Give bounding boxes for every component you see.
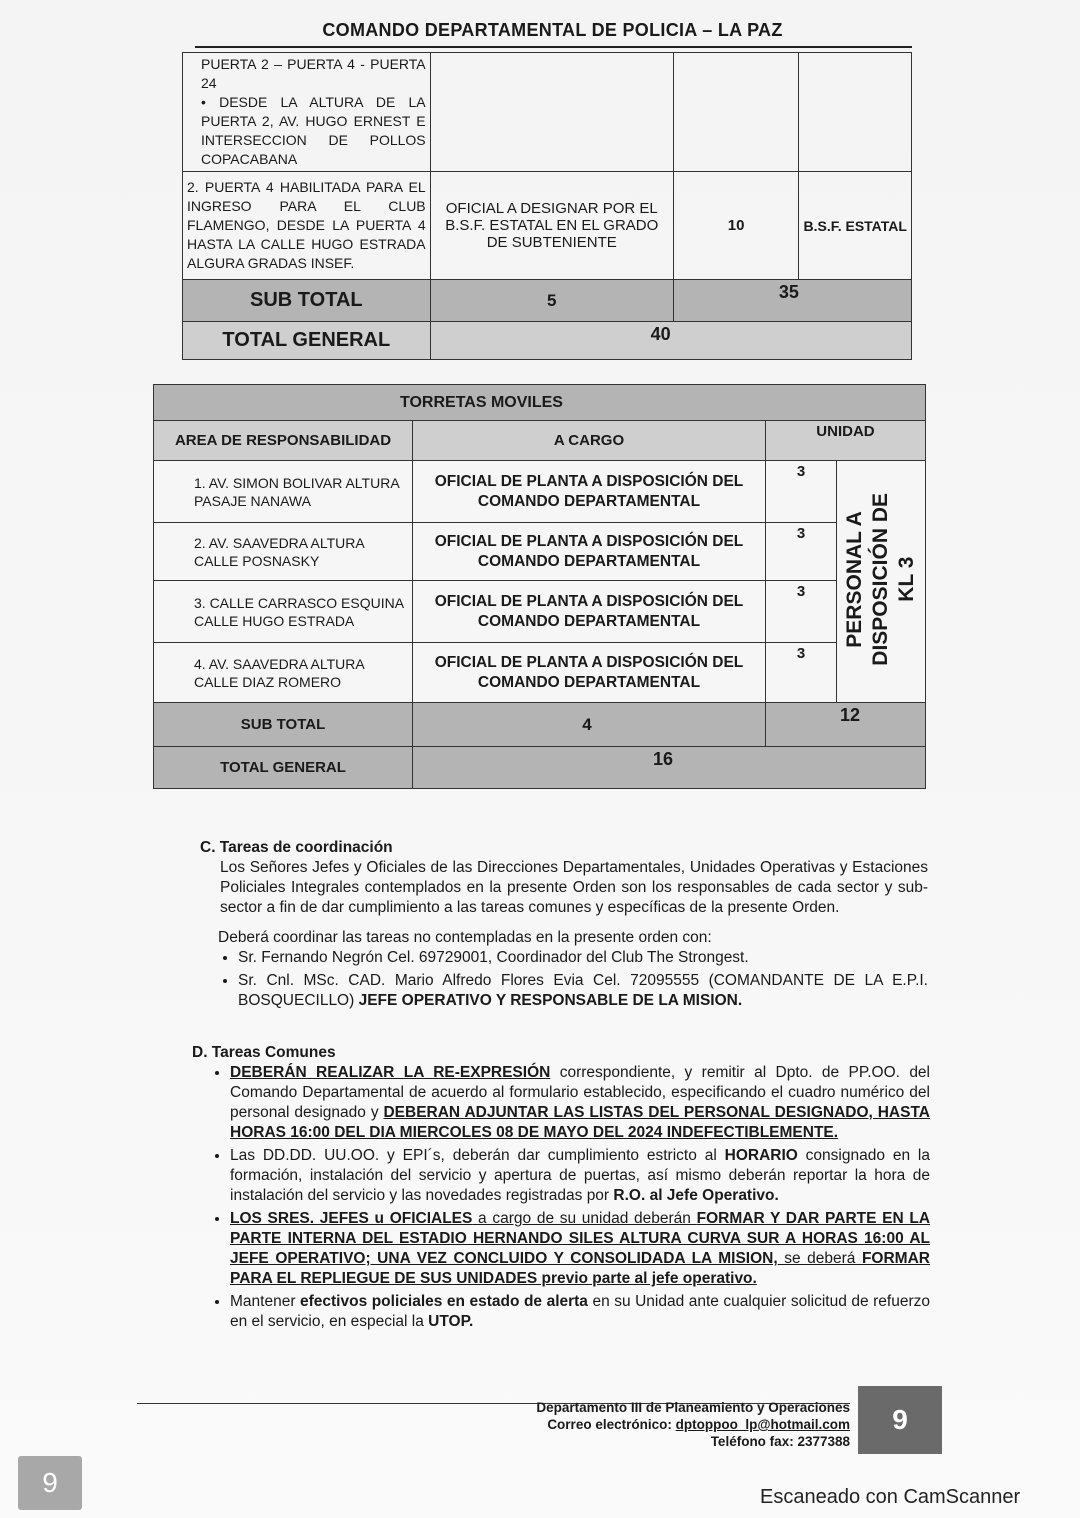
total-value: 16 (413, 747, 926, 789)
quantity-cell: 10 (673, 172, 799, 280)
cargo-cell: OFICIAL DE PLANTA A DISPOSICIÓN DEL COMANDO DEPARTAMENTAL (413, 523, 766, 581)
subtotal-value-a: 4 (413, 703, 766, 747)
d-b3-c: FORMAR Y DAR PARTE EN LA PARTE INTERNA DEL ESTADIO HERNANDO SILES ALTURA CURVA SUR A HORAS 16:00 AL JEFE OPERATIVO; UNA VEZ CONCLUIDO Y CONSOLIDADA LA MISION, (230, 1210, 931, 1267)
subtotal-label: SUB TOTAL (183, 280, 431, 322)
table-header-row (154, 421, 926, 461)
section-c-paragraph: Los Señores Jefes y Oficiales de las Direcciones Departamentales, Unidades Operativas y Estaciones Policiales Integrales contemplados en la presente Orden son los responsables de cada sector y sub-sector a fin de dar cumplimiento a las tareas comunes y específicas de la presente Orden. (220, 859, 928, 916)
coord-bullet-2a: Sr. Cnl. MSc. CAD. Mario Alfredo Flores Evia Cel. 72095555 (COMANDANTE DE LA E.P.I. BOSQUECILLO) (238, 972, 928, 1009)
d-b2-a: Las DD.DD. UU.OO. y EPI´s, deberán dar cumplimiento estricto al (230, 1147, 725, 1164)
unit-cell: B.S.F. ESTATAL (799, 172, 912, 280)
quantity-cell: 3 (765, 523, 836, 581)
d-b2-d: R.O. al Jefe Operativo. (613, 1187, 779, 1204)
footer-phone: Teléfono fax: 2377388 (710, 1434, 850, 1449)
section-d-heading: D. Tareas Comunes (192, 1044, 336, 1061)
d-b1-b: correspondiente, y remitir al Dpto. de PP.OO. del Comando Departamental de acuerdo al formulario establecido, especificando el cuadro numérico del personal designado y (230, 1064, 930, 1121)
cargo-cell (430, 53, 673, 172)
total-value: 40 (430, 322, 911, 360)
coord-list (200, 948, 928, 1011)
section-c (200, 838, 928, 1014)
total-label: TOTAL GENERAL (154, 747, 413, 789)
cargo-cell: OFICIAL DE PLANTA A DISPOSICIÓN DEL COMANDO DEPARTAMENTAL (413, 643, 766, 703)
scan-page-marker: 9 (18, 1456, 82, 1510)
area-cell: 1. AV. SIMON BOLIVAR ALTURA PASAJE NANAWA (154, 461, 413, 523)
subtotal-row (183, 280, 912, 322)
list-item (230, 1209, 930, 1289)
d-b1-a: DEBERÁN REALIZAR LA RE-EXPRESIÓN (230, 1064, 551, 1081)
torretas-table (153, 384, 926, 789)
footer-email-line (420, 1416, 850, 1433)
footer (420, 1399, 850, 1450)
d-b4-d: UTOP. (428, 1313, 474, 1330)
header-divider (195, 46, 912, 48)
table-title: TORRETAS MOVILES (154, 385, 926, 421)
d-b3-d: se deberá (777, 1250, 862, 1267)
list-item (230, 1146, 930, 1206)
unit-vertical-cell (837, 461, 926, 703)
scanner-watermark: Escaneado con CamScanner (760, 1486, 1021, 1508)
d-b4-b: efectivos policiales en estado de alerta (300, 1293, 588, 1310)
unit-cell (799, 53, 912, 172)
footer-email-label: Correo electrónico: (547, 1417, 676, 1432)
list-item (238, 971, 928, 1011)
quantity-cell: 3 (765, 581, 836, 643)
table-row (183, 172, 912, 280)
coord-bullet-2b: JEFE OPERATIVO Y RESPONSABLE DE LA MISION. (358, 992, 743, 1009)
total-row (154, 747, 926, 789)
area-cell: 4. AV. SAAVEDRA ALTURA CALLE DIAZ ROMERO (154, 643, 413, 703)
cargo-cell: OFICIAL A DESIGNAR POR EL B.S.F. ESTATAL EN EL GRADO DE SUBTENIENTE (430, 172, 673, 280)
list-item (238, 948, 928, 968)
subtotal-row (154, 703, 926, 747)
d-b2-b: HORARIO (724, 1147, 798, 1164)
d-b2-c: consignado en la formación, instalación del servicio y apertura de puertas, así mismo deberán reportar la hora de instalación del servicio y las novedades registradas por (230, 1147, 930, 1204)
quantity-cell (673, 53, 799, 172)
table-row (154, 581, 926, 643)
page-title: COMANDO DEPARTAMENTAL DE POLICIA – LA PAZ (322, 20, 783, 40)
footer-dept: Departamento III de Planeamiento y Operaciones (536, 1400, 850, 1415)
subtotal-value-b: 35 (673, 280, 911, 322)
subtotal-value-a: 5 (430, 280, 673, 322)
table-title-row (154, 385, 926, 421)
area-cell: 2. PUERTA 4 HABILITADA PARA EL INGRESO PARA EL CLUB FLAMENGO, DESDE LA PUERTA 4 HASTA LA CALLE HUGO ESTRADA ALGURA GRADAS INSEF. (183, 172, 431, 280)
table-row (154, 523, 926, 581)
area-cell: PUERTA 2 – PUERTA 4 - PUERTA 24 • DESDE LA ALTURA DE LA PUERTA 2, AV. HUGO ERNEST E INTERSECCION DE POLLOS COPACABANA (183, 53, 431, 172)
quantity-cell: 3 (765, 461, 836, 523)
col-cargo-header: A CARGO (413, 421, 766, 461)
col-unidad-header: UNIDAD (765, 421, 925, 461)
coord-intro: Deberá coordinar las tareas no contempladas en la presente orden con: (218, 929, 712, 946)
d-b3-e: FORMAR PARA EL REPLIEGUE DE SUS UNIDADES previo parte al jefe operativo. (230, 1250, 930, 1287)
col-area-header: AREA DE RESPONSABILIDAD (154, 421, 413, 461)
coord-bullet-1: Sr. Fernando Negrón Cel. 69729001, Coordinador del Club The Strongest. (238, 949, 749, 966)
d-b4-c: en su Unidad ante cualquier solicitud de refuerzo en el servicio, en especial la (230, 1293, 930, 1330)
cargo-cell: OFICIAL DE PLANTA A DISPOSICIÓN DEL COMANDO DEPARTAMENTAL (413, 461, 766, 523)
table-row (154, 643, 926, 703)
table-row (154, 461, 926, 523)
list-item (230, 1063, 930, 1143)
quantity-cell: 3 (765, 643, 836, 703)
list-item (230, 1292, 930, 1332)
table-row (183, 53, 912, 172)
subtotal-label: SUB TOTAL (154, 703, 413, 747)
page-number-box: 9 (858, 1386, 942, 1454)
area-cell: 3. CALLE CARRASCO ESQUINA CALLE HUGO ESTRADA (154, 581, 413, 643)
total-row (183, 322, 912, 360)
unit-vertical-text: PERSONAL A DISPOSICIÓN DE KL 3 (843, 493, 919, 666)
area-cell: 2. AV. SAAVEDRA ALTURA CALLE POSNASKY (154, 523, 413, 581)
cargo-cell: OFICIAL DE PLANTA A DISPOSICIÓN DEL COMANDO DEPARTAMENTAL (413, 581, 766, 643)
d-b3-a: LOS SRES. JEFES u OFICIALES (230, 1210, 473, 1227)
total-label: TOTAL GENERAL (183, 322, 431, 360)
footer-email[interactable]: dptoppoo_lp@hotmail.com (675, 1417, 850, 1432)
d-b4-a: Mantener (230, 1293, 300, 1310)
section-c-heading: C. Tareas de coordinación (200, 839, 393, 856)
tareas-list (192, 1063, 930, 1332)
assignment-table-top (182, 52, 912, 360)
section-d (192, 1043, 930, 1335)
d-b1-c: DEBERAN ADJUNTAR LAS LISTAS DEL PERSONAL DESIGNADO, HASTA HORAS 16:00 DEL DIA MIERCOLES 08 DE MAYO DEL 2024 INDEFECTIBLEMENTE. (230, 1104, 930, 1141)
subtotal-value-b: 12 (765, 703, 925, 747)
d-b3-b: a cargo de su unidad deberán (472, 1210, 697, 1227)
